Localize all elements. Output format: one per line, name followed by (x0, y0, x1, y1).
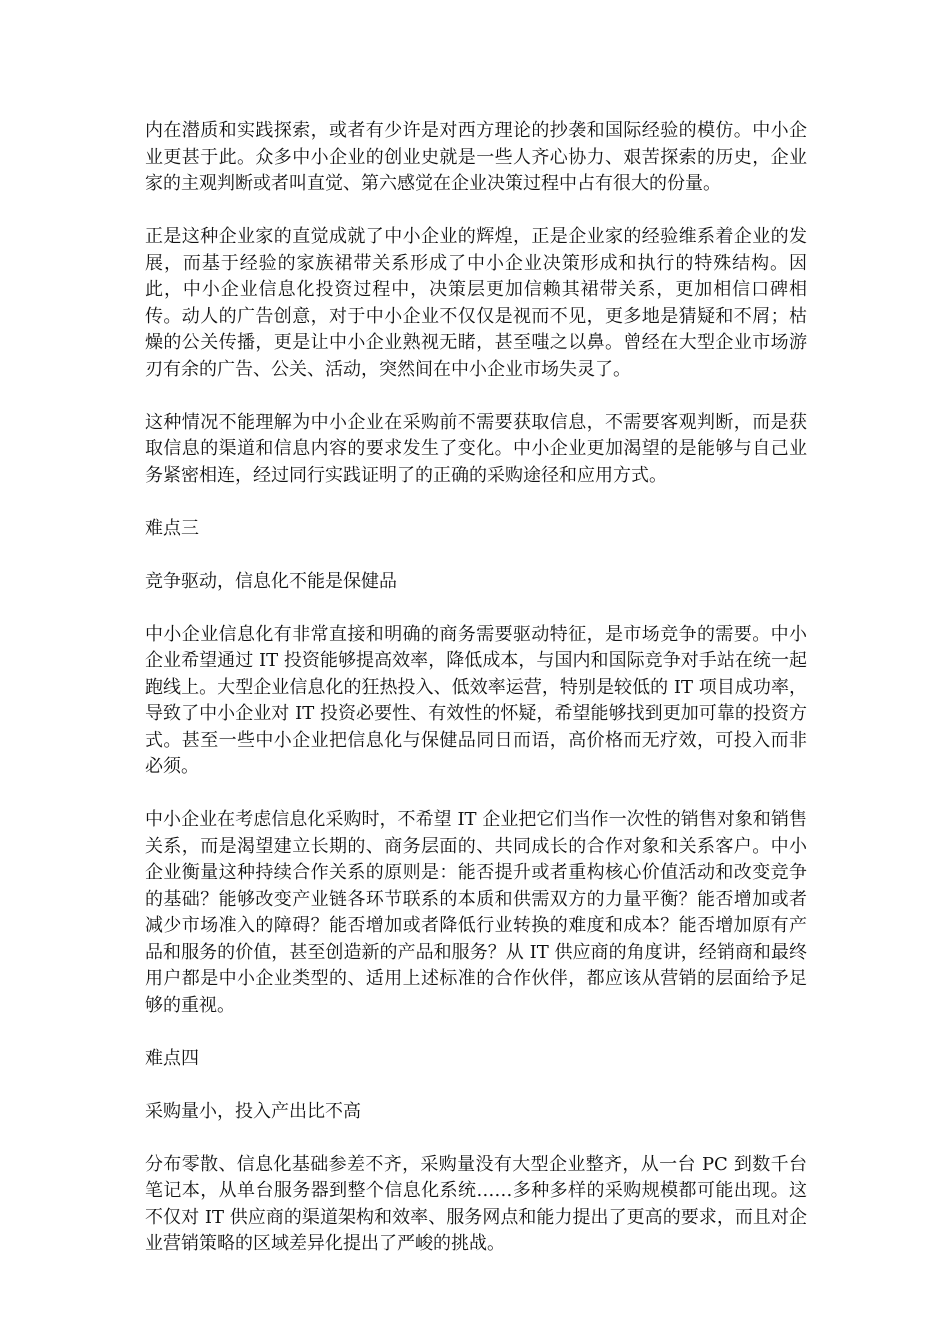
paragraph-long-term-partnership: 中小企业在考虑信息化采购时，不希望 IT 企业把它们当作一次性的销售对象和销售关系，而是渴望建立长期的、商务层面的、共同成长的合作对象和关系客户。中小企业衡量这种持续合作关系的原则是：能否提升或者重构核心价值活动和改变竞争的基础？能够改变产业链各环节联系的本质和供需双方的力量平衡？能否增加或者减少市场准入的障碍？能否增加或者降低行业转换的难度和成本？能否增加原有产品和服务的价值，甚至创造新的产品和服务？从 IT 供应商的角度讲，经销商和最终用户都是中小企业类型的、适用上述标准的合作伙伴，都应该从营销的层面给予足够的重视。 (145, 809, 807, 1016)
paragraph-entrepreneur-intuition: 正是这种企业家的直觉成就了中小企业的辉煌，正是企业家的经验维系着企业的发展，而基于经验的家族裙带关系形成了中小企业决策形成和执行的特殊结构。因此，中小企业信息化投资过程中，决策层更加信赖其裙带关系，更加相信口碑相传。动人的广告创意，对于中小企业不仅仅是视而不见，更多地是猜疑和不屑；枯燥的公关传播，更是让中小企业熟视无睹，甚至嗤之以鼻。曾经在大型企业市场游刃有余的广告、公关、活动，突然间在中小企业市场失灵了。 (145, 226, 807, 380)
paragraph-scattered-procurement: 分布零散、信息化基础参差不齐，采购量没有大型企业整齐，从一台 PC 到数千台笔记本，从单台服务器到整个信息化系统……多种多样的采购规模都可能出现。这不仅对 IT 供应商的渠道架构和效率、服务网点和能力提出了更高的要求，而且对企业营销策略的区域差异化提出了严峻的挑战。 (145, 1153, 807, 1254)
section-heading-difficulty-four: 难点四 (145, 1047, 199, 1069)
section-subtitle-small-volume: 采购量小，投入产出比不高 (145, 1100, 361, 1122)
paragraph-business-driven: 中小企业信息化有非常直接和明确的商务需要驱动特征，是市场竞争的需要。中小企业希望通过 IT 投资能够提高效率，降低成本，与国内和国际竞争对手站在统一起跑线上。大型企业信息化的狂热投入、低效率运营，特别是较低的 IT 项目成功率，导致了中小企业对 IT 投资必要性、有效性的怀疑，希望能够找到更加可靠的投资方式。甚至一些中小企业把信息化与保健品同日而语，高价格而无疗效，可投入而非必须。 (145, 623, 807, 777)
paragraph-information-channels: 这种情况不能理解为中小企业在采购前不需要获取信息，不需要客观判断，而是获取信息的渠道和信息内容的要求发生了变化。中小企业更加渴望的是能够与自己业务紧密相连，经过同行实践证明了的正确的采购途径和应用方式。 (145, 411, 807, 486)
section-heading-difficulty-three: 难点三 (145, 517, 199, 539)
paragraph-intro-continuation: 内在潜质和实践探索，或者有少许是对西方理论的抄袭和国际经验的模仿。中小企业更甚于此。众多中小企业的创业史就是一些人齐心协力、艰苦探索的历史，企业家的主观判断或者叫直觉、第六感觉在企业决策过程中占有很大的份量。 (145, 120, 807, 194)
document-page (145, 118, 807, 1284)
section-subtitle-competition-driven: 竞争驱动，信息化不能是保健品 (145, 570, 397, 592)
